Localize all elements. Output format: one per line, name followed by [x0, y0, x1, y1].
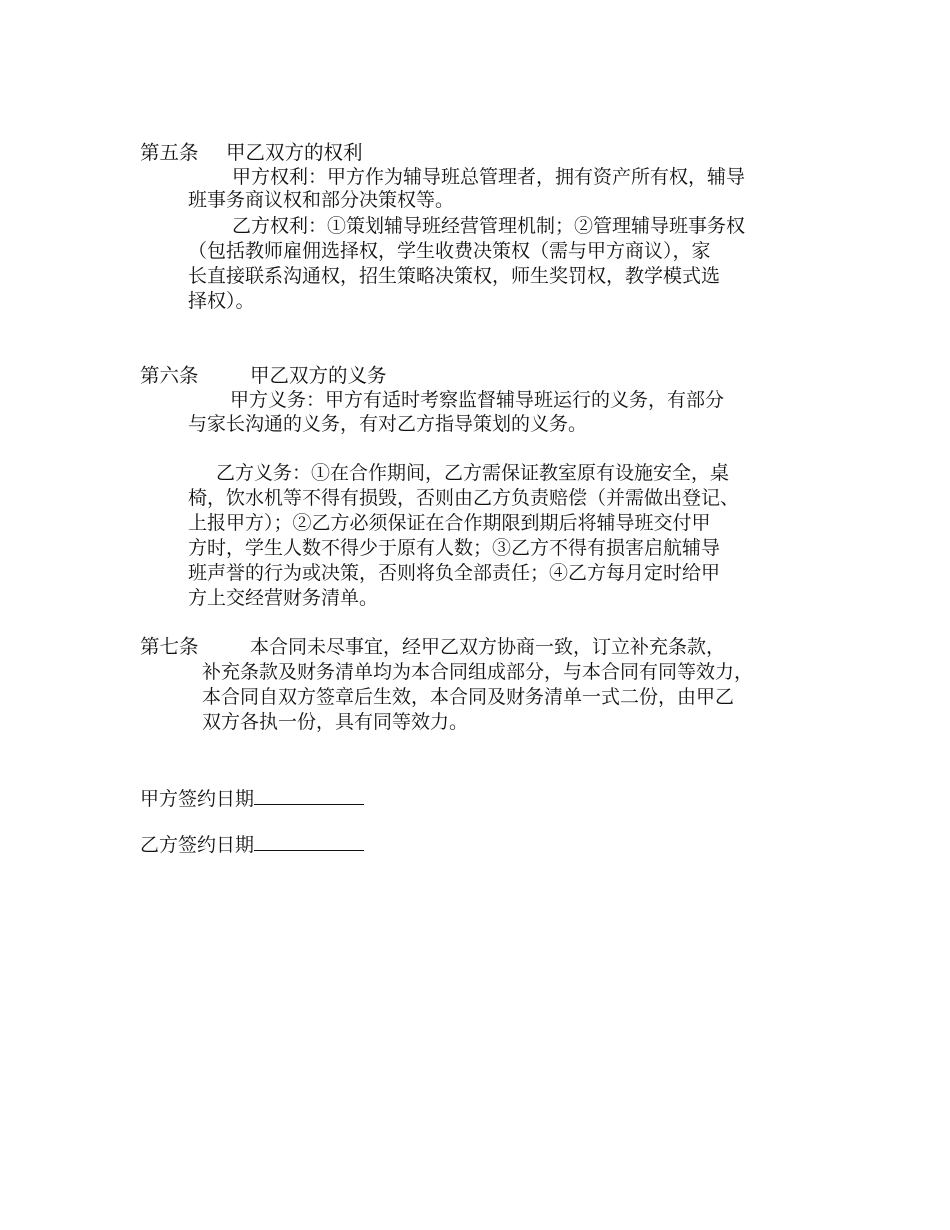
article-7-line-2: 补充条款及财务清单均为本合同组成部分，与本合同有同等效力， [202, 661, 754, 683]
article-7-line-1: 本合同未尽事宜，经甲乙双方协商一致，订立补充条款， [250, 636, 726, 658]
article-7-line-3: 本合同自双方签章后生效，本合同及财务清单一式二份，由甲乙 [202, 686, 735, 708]
article-5-line-4: （包括教师雇佣选择权，学生收费决策权（需与甲方商议），家 [188, 240, 711, 262]
party-a-signature-line [140, 786, 364, 810]
party-a-signature-label: 甲方签约日期 [140, 788, 255, 810]
article-5-title: 甲乙双方的权利 [226, 141, 363, 164]
party-b-signature-line [140, 832, 364, 856]
article-6-line-7: 班声誉的行为或决策，否则将负全部责任；④乙方每月定时给甲 [188, 562, 721, 584]
party-b-date-blank[interactable] [254, 832, 364, 851]
article-7-line-4: 双方各执一份，具有同等效力。 [202, 711, 469, 733]
article-6-title: 甲乙双方的义务 [250, 364, 387, 387]
article-6-number: 第六条 [140, 364, 199, 387]
article-7-number: 第七条 [140, 635, 199, 658]
article-5-line-5: 长直接联系沟通权，招生策略决策权，师生奖罚权，教学模式选 [188, 265, 721, 287]
article-5-number: 第五条 [140, 141, 199, 164]
article-6-line-2: 与家长沟通的义务，有对乙方指导策划的义务。 [188, 413, 588, 435]
article-5-line-2: 班事务商议权和部分决策权等。 [188, 189, 455, 211]
party-b-signature-label: 乙方签约日期 [140, 834, 255, 856]
article-6-line-3: 乙方义务：①在合作期间，乙方需保证教室原有设施安全，桌 [216, 462, 730, 484]
article-5-line-1: 甲方权利：甲方作为辅导班总管理者，拥有资产所有权，辅导 [232, 166, 746, 188]
article-5-line-3: 乙方权利：①策划辅导班经营管理机制；②管理辅导班事务权 [232, 215, 746, 237]
party-a-date-blank[interactable] [254, 786, 364, 805]
article-6-line-1: 甲方义务：甲方有适时考察监督辅导班运行的义务，有部分 [230, 389, 725, 411]
article-6-line-4: 椅，饮水机等不得有损毁，否则由乙方负责赔偿（并需做出登记、 [188, 487, 740, 509]
article-6-line-8: 方上交经营财务清单。 [188, 587, 379, 609]
article-6-line-6: 方时，学生人数不得少于原有人数；③乙方不得有损害启航辅导 [188, 537, 721, 559]
article-5-line-6: 择权）。 [188, 290, 255, 312]
article-6-line-5: 上报甲方）；②乙方必须保证在合作期限到期后将辅导班交付甲 [188, 512, 711, 534]
